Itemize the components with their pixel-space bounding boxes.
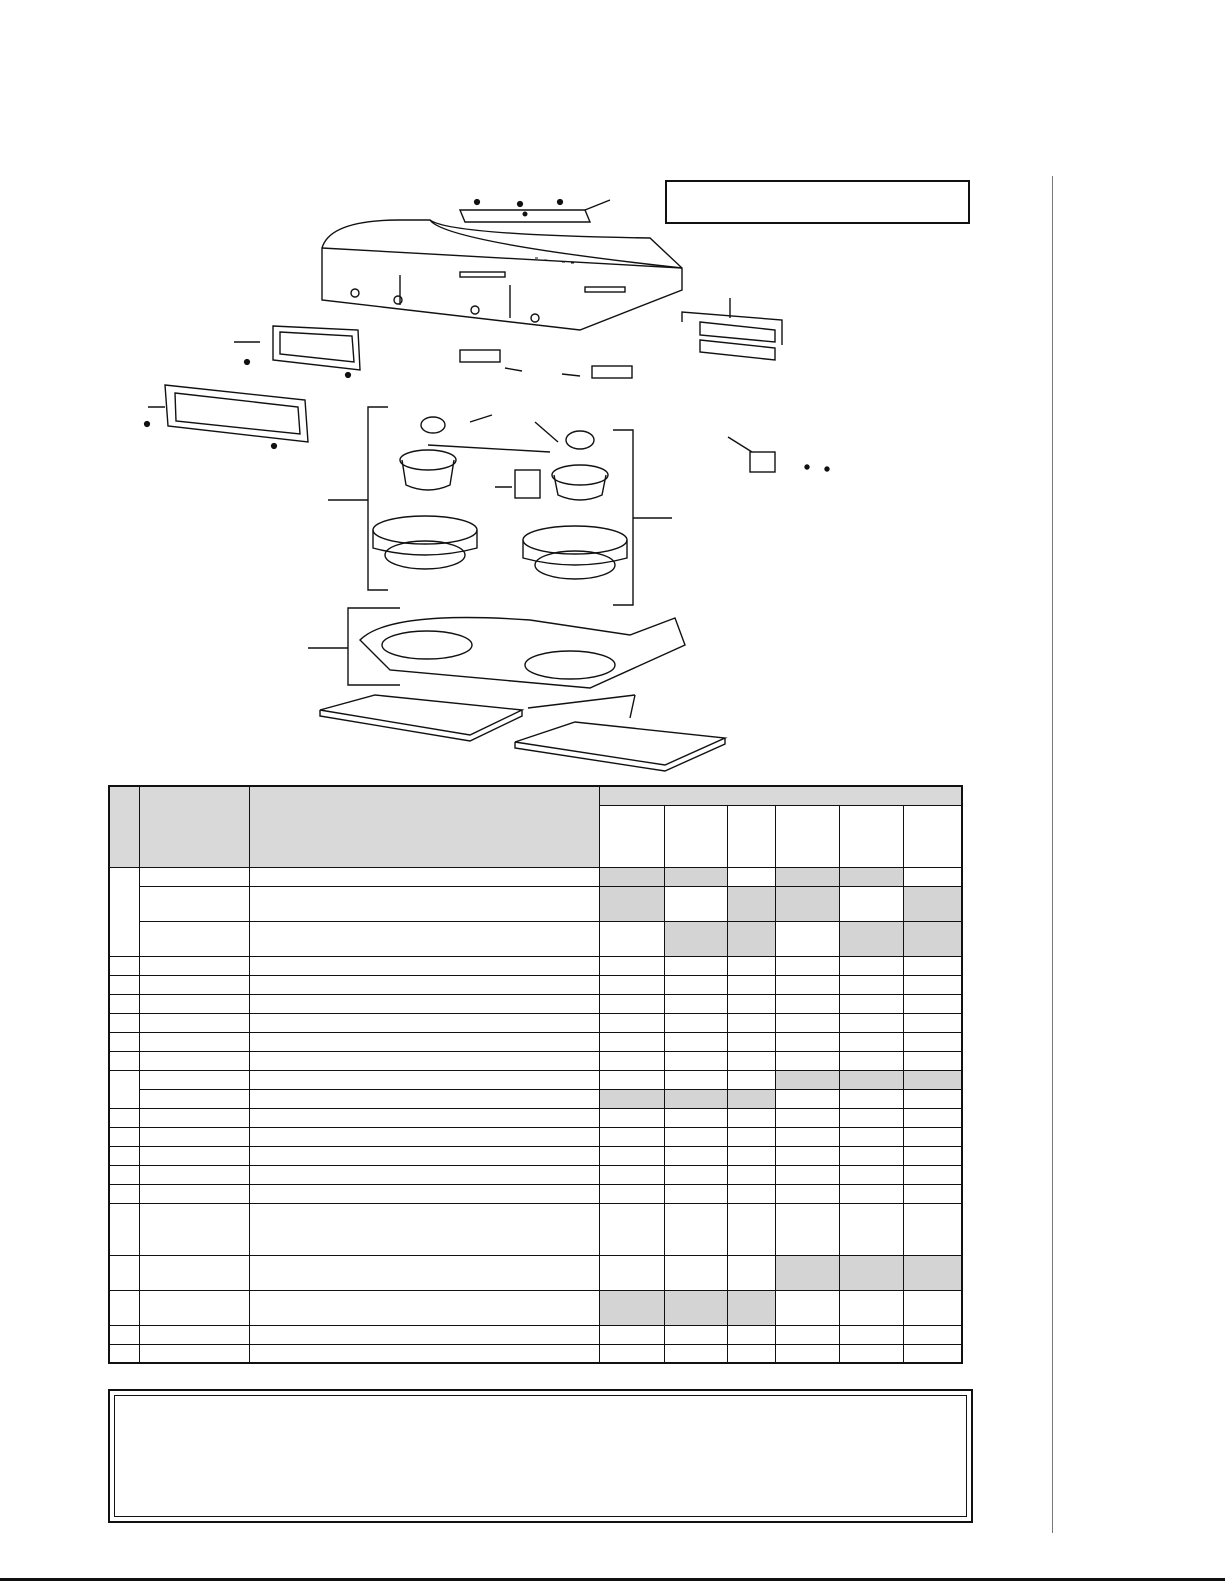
- note-box-inner-border: [114, 1395, 967, 1517]
- table-cell: [839, 956, 903, 975]
- table-cell: [839, 1165, 903, 1184]
- table-cell: [727, 1165, 775, 1184]
- table-row: [109, 1165, 962, 1184]
- table-cell: [599, 886, 664, 921]
- table-cell: [664, 867, 727, 886]
- table-cell: [664, 1127, 727, 1146]
- table-cell: [727, 1127, 775, 1146]
- table-cell: [139, 1089, 249, 1108]
- table-cell: [839, 1051, 903, 1070]
- table-cell: [109, 994, 139, 1013]
- table-cell: [139, 1127, 249, 1146]
- table-cell: [727, 1108, 775, 1127]
- table-cell: [599, 994, 664, 1013]
- table-row: [109, 1325, 962, 1344]
- table-cell: [775, 1165, 839, 1184]
- table-cell: [775, 1325, 839, 1344]
- table-row: [109, 1184, 962, 1203]
- table-cell: [249, 921, 599, 956]
- table-cell: [903, 1032, 962, 1051]
- parts-table-header: [109, 786, 962, 867]
- table-row: [109, 956, 962, 975]
- table-row: [109, 975, 962, 994]
- table-cell: [903, 1165, 962, 1184]
- table-cell: [109, 1184, 139, 1203]
- table-cell: [664, 994, 727, 1013]
- table-cell: [139, 1070, 249, 1089]
- table-row: [109, 1146, 962, 1165]
- blower-bracket-right: [613, 430, 672, 605]
- table-cell: [599, 975, 664, 994]
- table-cell: [727, 1344, 775, 1363]
- table-cell: [903, 1290, 962, 1325]
- table-cell: [139, 1325, 249, 1344]
- table-cell: [139, 1184, 249, 1203]
- table-cell: [903, 1325, 962, 1344]
- table-cell: [664, 1070, 727, 1089]
- table-cell: [664, 1255, 727, 1290]
- table-cell: [839, 1203, 903, 1255]
- header-model-2: [664, 805, 727, 867]
- table-cell: [249, 994, 599, 1013]
- table-cell: [664, 1108, 727, 1127]
- table-cell: [109, 1325, 139, 1344]
- table-cell: [903, 1127, 962, 1146]
- table-cell: [599, 921, 664, 956]
- table-cell: [903, 886, 962, 921]
- table-cell: [599, 956, 664, 975]
- table-cell: [249, 886, 599, 921]
- table-cell: [664, 1146, 727, 1165]
- filter-leader-right: [630, 695, 635, 718]
- table-cell: [664, 886, 727, 921]
- table-cell: [109, 1051, 139, 1070]
- table-cell: [664, 1013, 727, 1032]
- table-cell: [775, 867, 839, 886]
- table-cell: [664, 1325, 727, 1344]
- table-cell: [727, 1290, 775, 1325]
- table-cell: [249, 1089, 599, 1108]
- grease-filter-right: [515, 722, 725, 771]
- table-cell: [775, 1146, 839, 1165]
- table-cell: [139, 867, 249, 886]
- table-cell: [775, 1184, 839, 1203]
- table-row: [109, 1032, 962, 1051]
- table-cell: [839, 1127, 903, 1146]
- table-cell: [775, 1203, 839, 1255]
- table-cell: [839, 1325, 903, 1344]
- table-cell: [727, 975, 775, 994]
- table-cell: [727, 1013, 775, 1032]
- table-cell: [839, 1089, 903, 1108]
- table-cell: [249, 1290, 599, 1325]
- table-cell: [839, 1032, 903, 1051]
- table-cell: [139, 975, 249, 994]
- table-cell: [775, 921, 839, 956]
- table-cell: [599, 1108, 664, 1127]
- table-cell: [599, 867, 664, 886]
- bottom-plate: [308, 608, 685, 688]
- table-cell: [109, 1165, 139, 1184]
- table-cell: [727, 921, 775, 956]
- table-cell: [727, 1070, 775, 1089]
- table-cell: [727, 1089, 775, 1108]
- table-cell: [249, 1051, 599, 1070]
- led-modules: [460, 350, 632, 378]
- table-cell: [599, 1325, 664, 1344]
- table-cell: [839, 867, 903, 886]
- table-cell: [599, 1032, 664, 1051]
- table-cell: [139, 1255, 249, 1290]
- table-cell: [249, 1013, 599, 1032]
- table-cell: [903, 1184, 962, 1203]
- table-cell: [664, 1051, 727, 1070]
- table-cell: [139, 1344, 249, 1363]
- table-cell: [109, 1290, 139, 1325]
- table-row: [109, 1051, 962, 1070]
- table-cell: [139, 1032, 249, 1051]
- header-key-no: [109, 786, 139, 867]
- table-cell: [139, 1165, 249, 1184]
- motor-right: [552, 465, 608, 500]
- table-cell: [727, 867, 775, 886]
- header-model-4: [775, 805, 839, 867]
- table-cell: [839, 1108, 903, 1127]
- table-cell: [109, 975, 139, 994]
- table-cell: [775, 1344, 839, 1363]
- table-cell: [903, 1013, 962, 1032]
- header-models-group: [599, 786, 962, 805]
- table-row: [109, 1013, 962, 1032]
- table-cell: [139, 1203, 249, 1255]
- table-cell: [249, 1344, 599, 1363]
- table-row: [109, 1255, 962, 1290]
- table-cell: [139, 956, 249, 975]
- table-cell: [599, 1290, 664, 1325]
- table-cell: [109, 1203, 139, 1255]
- table-cell: [775, 994, 839, 1013]
- table-cell: [839, 994, 903, 1013]
- table-cell: [109, 867, 139, 956]
- table-cell: [599, 1013, 664, 1032]
- header-model-3: [727, 805, 775, 867]
- table-cell: [903, 1344, 962, 1363]
- table-cell: [664, 956, 727, 975]
- table-cell: [664, 1203, 727, 1255]
- table-row: [109, 1203, 962, 1255]
- table-cell: [109, 1344, 139, 1363]
- table-cell: [249, 867, 599, 886]
- table-cell: [775, 1089, 839, 1108]
- table-cell: [599, 1089, 664, 1108]
- table-cell: [839, 1290, 903, 1325]
- table-cell: [775, 1032, 839, 1051]
- table-cell: [727, 1184, 775, 1203]
- table-cell: [249, 1203, 599, 1255]
- table-cell: [903, 975, 962, 994]
- table-cell: [249, 1108, 599, 1127]
- table-cell: [599, 1127, 664, 1146]
- motor-left: [400, 445, 550, 490]
- table-cell: [664, 975, 727, 994]
- note-box: [108, 1389, 973, 1523]
- table-cell: [139, 1051, 249, 1070]
- page-side-rule: [1052, 176, 1053, 1533]
- table-cell: [109, 1127, 139, 1146]
- table-cell: [249, 1146, 599, 1165]
- table-cell: [664, 1184, 727, 1203]
- table-cell: [903, 1146, 962, 1165]
- table-cell: [903, 956, 962, 975]
- table-cell: [727, 1146, 775, 1165]
- table-cell: [139, 1108, 249, 1127]
- control-panel: [682, 298, 782, 360]
- table-row: [109, 1089, 962, 1108]
- table-cell: [139, 1146, 249, 1165]
- table-cell: [775, 1013, 839, 1032]
- table-cell: [139, 994, 249, 1013]
- table-cell: [109, 1032, 139, 1051]
- table-row: [109, 886, 962, 921]
- table-cell: [664, 1344, 727, 1363]
- blower-bracket-left: [328, 407, 388, 590]
- table-cell: [727, 994, 775, 1013]
- table-cell: [903, 1051, 962, 1070]
- table-cell: [109, 1013, 139, 1032]
- table-cell: [249, 1325, 599, 1344]
- table-cell: [139, 886, 249, 921]
- table-cell: [249, 1184, 599, 1203]
- table-cell: [664, 1032, 727, 1051]
- table-cell: [903, 1203, 962, 1255]
- table-cell: [775, 975, 839, 994]
- table-cell: [839, 1344, 903, 1363]
- table-cell: [775, 1127, 839, 1146]
- light-housing-lower: [145, 385, 308, 448]
- table-cell: [109, 956, 139, 975]
- table-cell: [599, 1051, 664, 1070]
- table-cell: [664, 1165, 727, 1184]
- header-model-5: [839, 805, 903, 867]
- table-row: [109, 1127, 962, 1146]
- table-cell: [903, 1108, 962, 1127]
- table-cell: [109, 1146, 139, 1165]
- table-cell: [839, 886, 903, 921]
- header-description: [249, 786, 599, 867]
- table-row: [109, 994, 962, 1013]
- table-cell: [775, 1255, 839, 1290]
- table-cell: [839, 1255, 903, 1290]
- table-cell: [775, 1290, 839, 1325]
- damper-connector: [728, 437, 829, 472]
- table-cell: [727, 1255, 775, 1290]
- table-cell: [727, 1325, 775, 1344]
- blower-wheel-left: [373, 516, 477, 569]
- table-cell: [599, 1184, 664, 1203]
- table-cell: [249, 975, 599, 994]
- table-cell: [664, 1290, 727, 1325]
- table-cell: [727, 886, 775, 921]
- table-cell: [727, 956, 775, 975]
- table-cell: [139, 921, 249, 956]
- table-cell: [903, 867, 962, 886]
- table-cell: [727, 1032, 775, 1051]
- table-cell: [599, 1146, 664, 1165]
- table-cell: [839, 1013, 903, 1032]
- table-cell: [775, 1051, 839, 1070]
- exploded-parts-diagram: [130, 190, 1030, 780]
- table-cell: [903, 1070, 962, 1089]
- table-cell: [599, 1255, 664, 1290]
- page-bottom-rule: [0, 1578, 1225, 1581]
- table-cell: [599, 1165, 664, 1184]
- table-cell: [249, 956, 599, 975]
- filter-leader-left: [528, 695, 635, 708]
- capacitors: [421, 415, 594, 449]
- light-housing-upper: [234, 326, 360, 377]
- blower-wheel-right: [523, 526, 627, 579]
- header-model-1: [599, 805, 664, 867]
- header-model-6: [903, 805, 962, 867]
- table-row: [109, 867, 962, 886]
- table-cell: [775, 886, 839, 921]
- table-cell: [727, 1051, 775, 1070]
- table-row: [109, 921, 962, 956]
- table-cell: [839, 921, 903, 956]
- header-part-no: [139, 786, 249, 867]
- hood-body: [322, 220, 682, 330]
- table-cell: [903, 1089, 962, 1108]
- table-row: [109, 1070, 962, 1089]
- parts-list-table: [108, 785, 963, 1364]
- table-cell: [249, 1255, 599, 1290]
- junction-box: [495, 470, 540, 498]
- table-cell: [599, 1344, 664, 1363]
- table-cell: [775, 956, 839, 975]
- table-cell: [839, 1070, 903, 1089]
- table-cell: [139, 1290, 249, 1325]
- table-cell: [775, 1108, 839, 1127]
- table-cell: [839, 1184, 903, 1203]
- table-cell: [664, 1089, 727, 1108]
- table-cell: [903, 921, 962, 956]
- table-row: [109, 1108, 962, 1127]
- grease-filter-left: [320, 695, 522, 741]
- table-cell: [727, 1203, 775, 1255]
- table-cell: [903, 1255, 962, 1290]
- table-cell: [664, 921, 727, 956]
- table-row: [109, 1290, 962, 1325]
- table-cell: [775, 1070, 839, 1089]
- table-cell: [839, 1146, 903, 1165]
- table-cell: [249, 1165, 599, 1184]
- table-cell: [139, 1013, 249, 1032]
- table-cell: [249, 1127, 599, 1146]
- table-cell: [599, 1203, 664, 1255]
- table-cell: [109, 1255, 139, 1290]
- table-row: [109, 1344, 962, 1363]
- table-cell: [109, 1070, 139, 1108]
- table-cell: [249, 1032, 599, 1051]
- table-cell: [839, 975, 903, 994]
- top-cover-plate: [460, 200, 610, 222]
- parts-table-body: [109, 867, 962, 1363]
- table-cell: [109, 1108, 139, 1127]
- table-cell: [903, 994, 962, 1013]
- table-cell: [249, 1070, 599, 1089]
- table-cell: [599, 1070, 664, 1089]
